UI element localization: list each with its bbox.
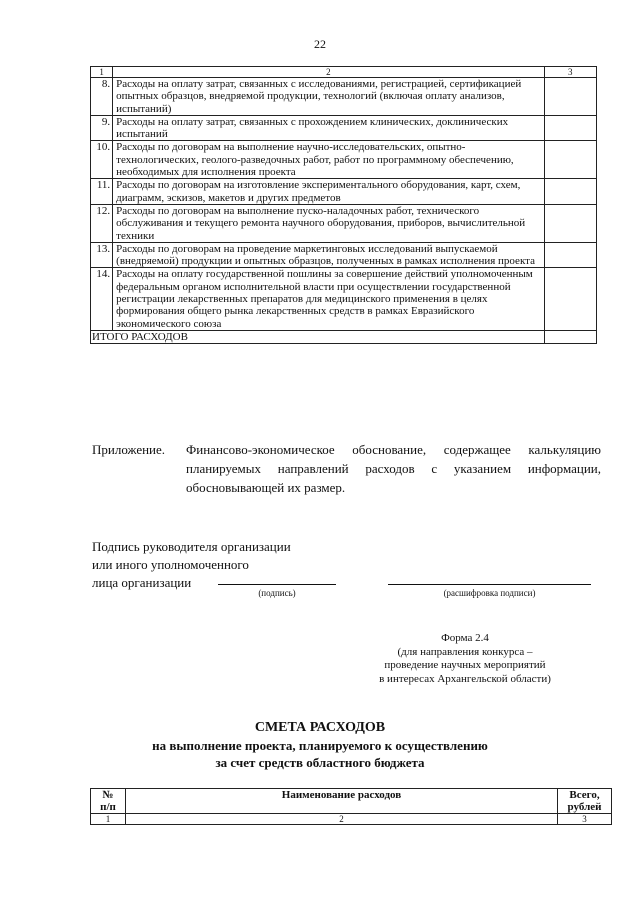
row-amount[interactable] xyxy=(544,204,596,242)
row-number: 12. xyxy=(91,204,113,242)
signature-decoding-caption: (расшифровка подписи) xyxy=(443,588,536,598)
estimate-index-2: 2 xyxy=(126,814,558,825)
total-label: ИТОГО РАСХОДОВ xyxy=(91,330,545,343)
row-number: 9. xyxy=(91,115,113,141)
estimate-col-number-header xyxy=(91,789,126,814)
expense-table xyxy=(90,66,597,344)
estimate-col-total-line-2: рублей xyxy=(567,801,602,813)
table-row xyxy=(91,141,597,179)
signature-line[interactable] xyxy=(218,570,336,585)
estimate-col-number-line-1: № xyxy=(102,789,114,801)
page-number: 22 xyxy=(314,37,326,51)
column-index-1: 1 xyxy=(91,67,113,78)
row-amount[interactable] xyxy=(544,78,596,116)
table-row xyxy=(91,179,597,205)
column-index-3: 3 xyxy=(544,67,596,78)
estimate-index-1: 1 xyxy=(91,814,126,825)
estimate-index-3: 3 xyxy=(558,814,612,825)
row-amount[interactable] xyxy=(544,268,596,330)
estimate-col-number-line-2: п/п xyxy=(100,801,116,813)
signature-text-line-1: Подпись руководителя организации xyxy=(92,539,291,554)
signature-text-line-3: лица организации xyxy=(92,575,192,590)
row-amount[interactable] xyxy=(544,242,596,268)
row-description: Расходы на оплату затрат, связанных с прохождением клинических, доклинических испытаний xyxy=(113,115,544,141)
row-number: 8. xyxy=(91,78,113,116)
row-amount[interactable] xyxy=(544,115,596,141)
row-number: 13. xyxy=(91,242,113,268)
signature-caption: (подпись) xyxy=(258,588,296,598)
row-description: Расходы по договорам на проведение маркетинговых исследований выпускаемой (внедряемой) продукции и опытных образцов, полученных в рамках исполнения проекта xyxy=(113,242,544,268)
estimate-title: СМЕТА РАСХОДОВ xyxy=(254,720,386,735)
appendix-label: Приложение. xyxy=(92,442,166,457)
estimate-subtitle-2: за счет средств областного бюджета xyxy=(215,755,425,770)
appendix-text: Финансово-экономическое обоснование, содержащее калькуляцию планируемых направлений расходов с указанием информации, обосновывающей их размер. xyxy=(186,442,601,495)
row-description: Расходы на оплату затрат, связанных с исследованиями, регистрацией, сертификацией опытных образцов, внедряемой продукции, технологий (включая оплату анализов, испытаний) xyxy=(113,78,544,116)
row-amount[interactable] xyxy=(544,141,596,179)
estimate-table xyxy=(90,788,612,825)
row-number: 14. xyxy=(91,268,113,330)
column-index-2: 2 xyxy=(113,67,544,78)
total-row xyxy=(91,330,597,343)
total-amount[interactable] xyxy=(544,330,596,343)
row-number: 11. xyxy=(91,179,113,205)
table-header-row xyxy=(91,67,597,78)
estimate-subtitle-1: на выполнение проекта, планируемого к осуществлению xyxy=(152,738,488,753)
row-amount[interactable] xyxy=(544,179,596,205)
table-row xyxy=(91,204,597,242)
form-note-line-3: в интересах Архангельской области) xyxy=(379,672,551,685)
table-row xyxy=(91,115,597,141)
signature-text-line-2: или иного уполномоченного xyxy=(92,557,249,572)
row-number: 10. xyxy=(91,141,113,179)
signature-decoding-line[interactable] xyxy=(388,570,591,585)
form-note-line-2: проведение научных мероприятий xyxy=(384,659,546,671)
row-description: Расходы по договорам на выполнение пуско-наладочных работ, технического обслуживания и текущего ремонта научного оборудования, приборов, вычислительной техники xyxy=(113,204,544,242)
estimate-col-total-line-1: Всего, xyxy=(569,789,600,801)
estimate-col-total-header xyxy=(558,789,612,814)
estimate-header-row xyxy=(91,789,612,814)
form-number: Форма 2.4 xyxy=(441,632,489,644)
row-description: Расходы на оплату государственной пошлины за совершение действий уполномоченным федеральным органом исполнительной власти при осуществлении государственной регистрации лекарственных препаратов для медицинского применения в целях формирования общего рынка лекарственных средств в рамках Евразийского экономического союза xyxy=(113,268,544,330)
estimate-col-name-header: Наименование расходов xyxy=(126,789,558,814)
estimate-index-row xyxy=(91,814,612,825)
table-row xyxy=(91,242,597,268)
form-label xyxy=(340,632,590,686)
table-row xyxy=(91,268,597,330)
form-note-line-1: (для направления конкурса – xyxy=(397,645,533,658)
table-row xyxy=(91,78,597,116)
row-description: Расходы по договорам на выполнение научно-исследовательских, опытно-технологических, геолого-разведочных работ, работ по программному обеспечению, необходимых для исполнения проекта xyxy=(113,141,544,179)
row-description: Расходы по договорам на изготовление экспериментального оборудования, карт, схем, диаграмм, эскизов, макетов и других предметов xyxy=(113,179,544,205)
